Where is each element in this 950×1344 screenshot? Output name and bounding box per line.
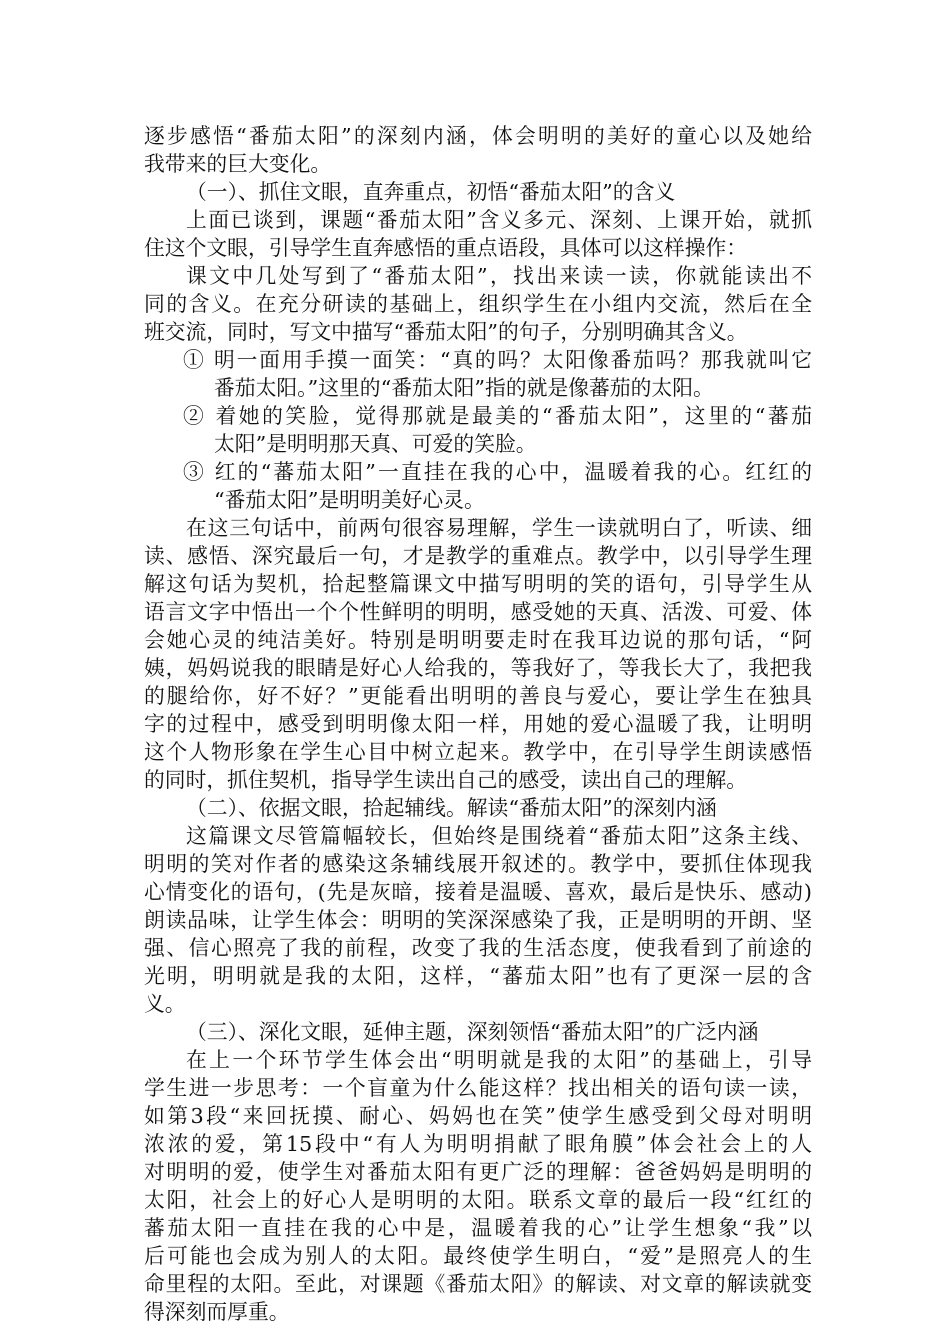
paragraph-line: 朗读品味，让学生体会：明明的笑深深感染了我，正是明明的开朗、坚	[144, 908, 812, 932]
paragraph-line: 对明明的爱，使学生对番茄太阳有更广泛的理解：爸爸妈妈是明明的	[144, 1160, 812, 1184]
paragraph-line: 我带来的巨大变化。	[144, 152, 332, 176]
paragraph-line: 在上一个环节学生体会出“明明就是我的太阳”的基础上，引导	[186, 1048, 812, 1072]
numbered-item-1: ① 明一面用手摸一面笑：“真的吗？太阳像番茄吗？那我就叫它	[183, 348, 812, 372]
paragraph-line: 学生进一步思考：一个盲童为什么能这样？找出相关的语句读一读，	[144, 1076, 812, 1100]
paragraph-line: 如第3段“来回抚摸、耐心、妈妈也在笑”使学生感受到父母对明明	[144, 1104, 812, 1128]
paragraph-line: 义。	[144, 992, 186, 1016]
numbered-item-2-continued: 太阳”是明明那天真、可爱的笑脸。	[214, 432, 537, 456]
numbered-item-1-continued: 番茄太阳。”这里的“番茄太阳”指的就是像蕃茄的太阳。	[214, 376, 714, 400]
paragraph-line: 光明，明明就是我的太阳，这样，“蕃茄太阳”也有了更深一层的含	[144, 964, 812, 988]
paragraph-line: 太阳，社会上的好心人是明明的太阳。联系文章的最后一段“红红的	[144, 1188, 812, 1212]
numbered-item-3: ③ 红的“蕃茄太阳”一直挂在我的心中，温暖着我的心。红红的	[183, 460, 812, 484]
paragraph-line: 字的过程中，感受到明明像太阳一样，用她的爱心温暖了我，让明明	[144, 712, 812, 736]
section-heading-3: （三）、深化文眼，延伸主题，深刻领悟“番茄太阳”的广泛内涵	[186, 1020, 759, 1044]
paragraph-line: 课文中几处写到了“番茄太阳”，找出来读一读，你就能读出不	[186, 264, 812, 288]
paragraph-line: 浓浓的爱，第15段中“有人为明明捐献了眼角膜”体会社会上的人	[144, 1132, 812, 1156]
paragraph-line: 后可能也会成为别人的太阳。最终使学生明白，“爱”是照亮人的生	[144, 1244, 812, 1268]
paragraph-line: 姨，妈妈说我的眼睛是好心人给我的，等我好了，等我长大了，我把我	[144, 656, 812, 680]
paragraph-line: 语言文字中悟出一个个性鲜明的明明，感受她的天真、活泼、可爱、体	[144, 600, 812, 624]
paragraph-line: 得深刻而厚重。	[144, 1300, 290, 1324]
paragraph-line: 的腿给你，好不好？”更能看出明明的善良与爱心，要让学生在独具	[144, 684, 812, 708]
paragraph-line: 解这句话为契机，拾起整篇课文中描写明明的笑的语句，引导学生从	[144, 572, 812, 596]
paragraph-line: 明明的笑对作者的感染这条辅线展开叙述的。教学中，要抓住体现我	[144, 852, 812, 876]
paragraph-line: 的同时，抓住契机，指导学生读出自己的感受，读出自己的理解。	[144, 768, 748, 792]
paragraph-line: 命里程的太阳。至此，对课题《番茄太阳》的解读、对文章的解读就变	[144, 1272, 812, 1296]
numbered-item-3-continued: “番茄太阳”是明明美好心灵。	[214, 488, 485, 512]
paragraph-line: 住这个文眼，引导学生直奔感悟的重点语段，具体可以这样操作：	[144, 236, 748, 260]
numbered-item-2: ② 着她的笑脸，觉得那就是最美的“番茄太阳”，这里的“蕃茄	[183, 404, 812, 428]
paragraph-line: 读、感悟、深究最后一句，才是教学的重难点。教学中，以引导学生理	[144, 544, 812, 568]
paragraph-line: 班交流，同时，写文中描写“番茄太阳”的句子，分别明确其含义。	[144, 320, 748, 344]
section-heading-2: （二）、依据文眼，拾起辅线。解读“番茄太阳”的深刻内涵	[186, 796, 717, 820]
paragraph-line: 心情变化的语句，(先是灰暗，接着是温暖、喜欢，最后是快乐、感动)	[144, 880, 812, 904]
paragraph-line: 蕃茄太阳一直挂在我的心中是，温暖着我的心”让学生想象“我”以	[144, 1216, 812, 1240]
paragraph-line: 逐步感悟“番茄太阳”的深刻内涵，体会明明的美好的童心以及她给	[144, 124, 812, 148]
paragraph-line: 同的含义。在充分研读的基础上，组织学生在小组内交流，然后在全	[144, 292, 812, 316]
paragraph-line: 这个人物形象在学生心目中树立起来。教学中，在引导学生朗读感悟	[144, 740, 812, 764]
paragraph-line: 这篇课文尽管篇幅较长，但始终是围绕着“番茄太阳”这条主线、	[186, 824, 812, 848]
section-heading-1: （一）、抓住文眼，直奔重点，初悟“番茄太阳”的含义	[186, 180, 676, 204]
paragraph-line: 会她心灵的纯洁美好。特别是明明要走时在我耳边说的那句话，“阿	[144, 628, 812, 652]
paragraph-line: 上面已谈到，课题“番茄太阳”含义多元、深刻、上课开始，就抓	[186, 208, 812, 232]
paragraph-line: 强、信心照亮了我的前程，改变了我的生活态度，使我看到了前途的	[144, 936, 812, 960]
paragraph-line: 在这三句话中，前两句很容易理解，学生一读就明白了，听读、细	[186, 516, 812, 540]
